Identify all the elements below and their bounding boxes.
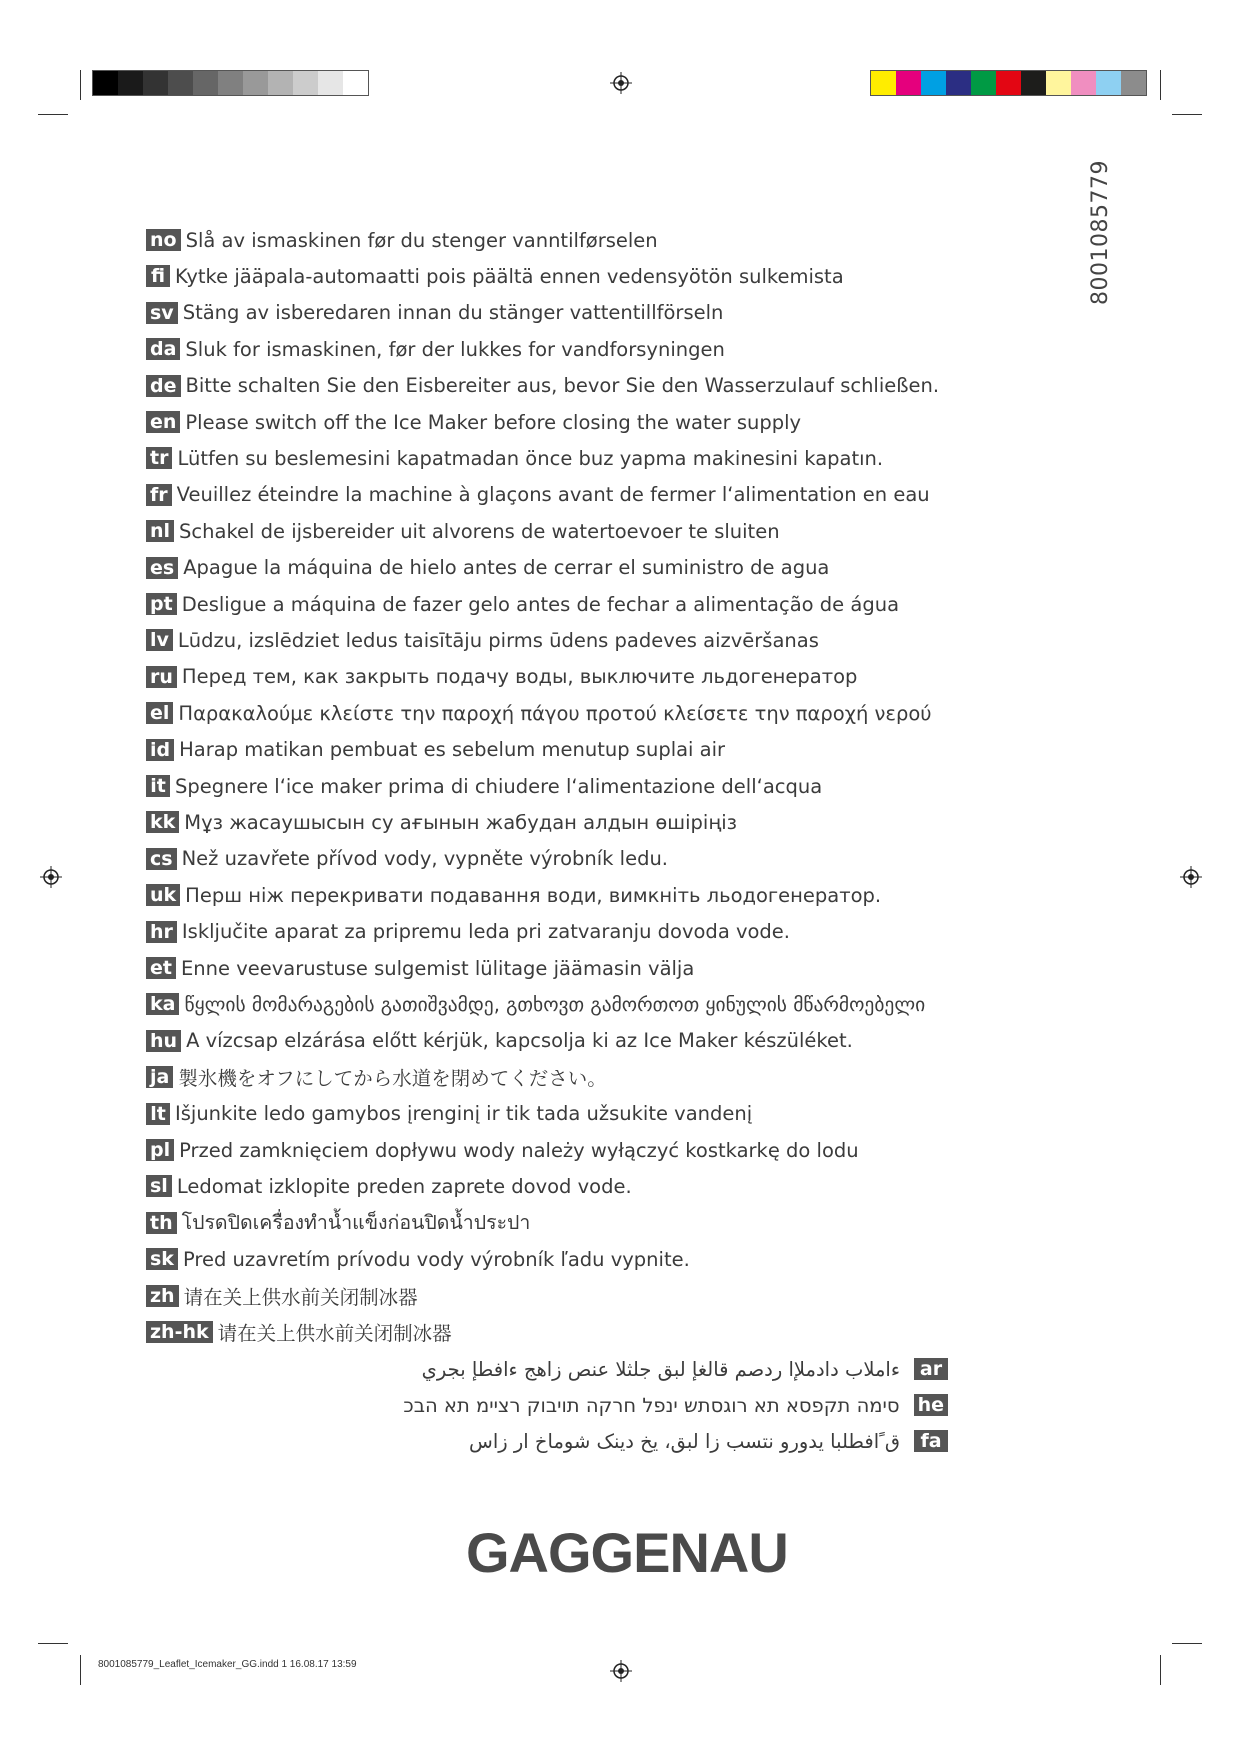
color-swatch <box>1071 71 1096 95</box>
instruction-text: წყლის მომარაგების გათიშვამდე, გთხოვთ გამორთოთ ყინულის მწარმოებელი <box>184 992 926 1016</box>
instruction-line <box>146 1027 853 1055</box>
crop-mark-bottom-left-horizontal <box>38 1643 68 1644</box>
registration-mark-top-icon <box>610 72 632 94</box>
language-code-badge: fi <box>146 265 170 287</box>
instruction-text: Než uzavřete přívod vody, vypněte výrobník ledu. <box>181 847 669 871</box>
instruction-line <box>146 954 694 982</box>
color-calibration-bar <box>870 70 1147 96</box>
language-code-badge: ja <box>146 1066 173 1088</box>
language-code-badge: sk <box>146 1248 178 1270</box>
instruction-line <box>146 1209 530 1237</box>
language-code-badge: lt <box>146 1103 170 1125</box>
instruction-line <box>146 772 822 800</box>
instruction-line <box>146 372 939 400</box>
footer-file-info: 8001085779_Leaflet_Icemaker_GG.indd 1 16.08.17 13:59 <box>98 1659 357 1670</box>
instruction-line <box>146 1136 859 1164</box>
registration-mark-right-icon <box>1180 866 1202 888</box>
gray-swatch <box>318 71 343 95</box>
color-swatch <box>1021 71 1046 95</box>
instruction-line <box>146 444 883 472</box>
crop-mark-bottom-left-vertical <box>80 1655 81 1685</box>
registration-mark-left-icon <box>40 866 62 888</box>
instruction-text: Bitte schalten Sie den Eisbereiter aus, bevor Sie den Wasserzulauf schließen. <box>185 374 940 398</box>
language-code-badge: da <box>146 338 180 360</box>
instruction-text: 製氷機をオフにしてから水道を閉めてください。 <box>178 1067 607 1091</box>
language-code-badge: ru <box>146 666 177 688</box>
instruction-line <box>146 626 819 654</box>
language-code-badge: th <box>146 1212 177 1234</box>
crop-mark-top-left-horizontal <box>38 114 68 115</box>
instruction-line <box>146 1100 752 1128</box>
instruction-line <box>146 590 899 618</box>
crop-mark-top-left-vertical <box>80 70 81 100</box>
instruction-text: Desligue a máquina de fazer gelo antes de fechar a alimentação de água <box>181 592 900 616</box>
instruction-text: Harap matikan pembuat es sebelum menutup suplai air <box>179 738 726 762</box>
registration-mark-bottom-icon <box>610 1660 632 1682</box>
document-code: 8001085779 <box>1088 160 1113 305</box>
instruction-line <box>146 881 881 909</box>
gray-swatch <box>343 71 368 95</box>
language-code-badge: id <box>146 739 174 761</box>
language-code-badge: fa <box>914 1430 948 1452</box>
instruction-text: Pred uzavretím prívodu vody výrobník ľadu vypnite. <box>182 1247 690 1271</box>
instruction-line <box>146 299 723 327</box>
color-swatch <box>946 71 971 95</box>
rtl-instruction-line <box>469 1427 948 1455</box>
instruction-line <box>146 1172 632 1200</box>
instruction-text: Apague la máquina de hielo antes de cerrar el suministro de agua <box>183 556 830 580</box>
language-code-badge: nl <box>146 520 174 542</box>
instruction-line <box>146 845 668 873</box>
language-code-badge: hr <box>146 921 177 943</box>
instruction-text: Veuillez éteindre la machine à glaçons avant de fermer l‘alimentation en eau <box>176 483 930 507</box>
crop-mark-top-right-horizontal <box>1172 114 1202 115</box>
instruction-line <box>146 335 725 363</box>
crop-mark-top-right-vertical <box>1160 70 1161 100</box>
language-code-badge: kk <box>146 811 179 833</box>
instruction-line <box>146 517 780 545</box>
instruction-text: ءاملاب دادملإا ردصم قالغإ لبق جلثلا عنص زاهج ءافطإ بجري <box>421 1357 900 1381</box>
instruction-line <box>146 736 725 764</box>
language-code-badge: tr <box>146 447 172 469</box>
gray-swatch <box>168 71 193 95</box>
gray-swatch <box>218 71 243 95</box>
instruction-line <box>146 481 930 509</box>
instruction-text: Przed zamknięciem dopływu wody należy wyłączyć kostkarkę do lodu <box>179 1138 859 1162</box>
language-code-badge: hu <box>146 1030 181 1052</box>
instruction-text: Enne veevarustuse sulgemist lülitage jäämasin välja <box>180 956 695 980</box>
language-code-badge: it <box>146 775 170 797</box>
instruction-line <box>146 918 790 946</box>
language-code-badge: sl <box>146 1175 172 1197</box>
instruction-text: Перш ніж перекривати подавання води, вимкніть льодогенератор. <box>185 883 882 907</box>
instruction-line <box>146 408 801 436</box>
language-code-badge: sv <box>146 302 178 324</box>
color-swatch <box>996 71 1021 95</box>
instruction-text: Sluk for ismaskinen, før der lukkes for vandforsyningen <box>185 337 725 361</box>
instruction-text: Ledomat izklopite preden zaprete dovod vode. <box>176 1174 632 1198</box>
grayscale-calibration-bar <box>92 70 369 96</box>
instruction-text: Slå av ismaskinen før du stenger vanntilførselen <box>185 228 658 252</box>
instruction-text: Schakel de ijsbereider uit alvorens de watertoevoer te sluiten <box>179 519 780 543</box>
instruction-line <box>146 808 737 836</box>
instruction-text: Isključite aparat za pripremu leda pri zatvaranju dovoda vode. <box>181 920 791 944</box>
language-code-badge: zh <box>146 1285 179 1307</box>
language-code-badge: pt <box>146 593 177 615</box>
gray-swatch <box>118 71 143 95</box>
color-swatch <box>1096 71 1121 95</box>
color-swatch <box>971 71 996 95</box>
instruction-line <box>146 699 932 727</box>
language-code-badge: uk <box>146 884 180 906</box>
instruction-line <box>146 1318 452 1346</box>
color-swatch <box>1121 71 1146 95</box>
color-swatch <box>1046 71 1071 95</box>
color-swatch <box>871 71 896 95</box>
instruction-text: 请在关上供水前关闭制冰器 <box>217 1322 452 1345</box>
instruction-line <box>146 262 844 290</box>
instruction-text: סימה תקפסא תא רוגסתש ינפל חרקה תויבוק רציימ תא הבכ <box>403 1393 900 1417</box>
gray-swatch <box>93 71 118 95</box>
gray-swatch <box>193 71 218 95</box>
rtl-instruction-line <box>403 1391 948 1419</box>
instruction-line <box>146 554 829 582</box>
instruction-line <box>146 1245 690 1273</box>
instruction-text: โปรดปิดเครื่องทำน้ำแข็งก่อนปิดน้ำประปา <box>181 1211 531 1235</box>
language-code-badge: no <box>146 229 181 251</box>
crop-mark-bottom-right-vertical <box>1160 1655 1161 1685</box>
instruction-text: Παρακαλούμε κλείστε την παροχή πάγου προτού κλείσετε την παροχή νερού <box>178 701 932 725</box>
gray-swatch <box>268 71 293 95</box>
instruction-text: Мұз жасаушысын су ағынын жабудан алдын өшіріңіз <box>184 810 738 834</box>
instruction-line <box>146 226 658 254</box>
gray-swatch <box>243 71 268 95</box>
language-code-badge: el <box>146 702 173 724</box>
instruction-text: A vízcsap elzárása előtt kérjük, kapcsolja ki az Ice Maker készüléket. <box>186 1029 853 1053</box>
instruction-line <box>146 663 857 691</box>
instruction-text: Išjunkite ledo gamybos įrenginį ir tik tada užsukite vandenį <box>175 1102 753 1126</box>
color-swatch <box>896 71 921 95</box>
language-code-badge: ar <box>914 1358 948 1380</box>
language-code-badge: ka <box>146 993 179 1015</box>
instruction-text: 请在关上供水前关闭制冰器 <box>183 1285 418 1309</box>
instruction-text: Lūdzu, izslēdziet ledus taisītāju pirms ūdens padeves aizvēršanas <box>177 628 819 652</box>
instruction-text: Stäng av isberedaren innan du stänger vattentillförseln <box>182 301 724 325</box>
rtl-instruction-line <box>422 1355 948 1383</box>
language-code-badge: et <box>146 957 176 979</box>
gray-swatch <box>293 71 318 95</box>
color-swatch <box>921 71 946 95</box>
instruction-text: Please switch off the Ice Maker before closing the water supply <box>185 410 802 434</box>
brand-logo: GAGGENAU <box>466 1521 788 1584</box>
crop-mark-bottom-right-horizontal <box>1172 1643 1202 1644</box>
instruction-line <box>146 1282 418 1310</box>
language-code-badge: lv <box>146 629 173 651</box>
instruction-text: Перед тем, как закрыть подачу воды, выключите льдогенератор <box>181 665 858 689</box>
gray-swatch <box>143 71 168 95</box>
language-code-badge: en <box>146 411 180 433</box>
language-code-badge: de <box>146 375 181 397</box>
instruction-text: Kytke jääpala-automaatti pois päältä ennen vedensyötön sulkemista <box>175 264 844 288</box>
language-code-badge: pl <box>146 1139 174 1161</box>
language-code-badge: es <box>146 557 178 579</box>
language-code-badge: cs <box>146 848 177 870</box>
language-code-badge: he <box>914 1394 948 1416</box>
language-code-badge: zh-hk <box>146 1321 213 1343</box>
language-code-badge: fr <box>146 484 172 506</box>
instruction-text: Lütfen su beslemesini kapatmadan önce buz yapma makinesini kapatın. <box>177 446 884 470</box>
instruction-text: ق ًافطلبا یدورو نتسب زا لبق، یخ دینک شوماخ ار زاس <box>469 1429 900 1453</box>
instruction-line <box>146 990 925 1018</box>
instruction-line <box>146 1063 607 1091</box>
instruction-text: Spegnere l‘ice maker prima di chiudere l‘alimentazione dell‘acqua <box>175 774 823 798</box>
